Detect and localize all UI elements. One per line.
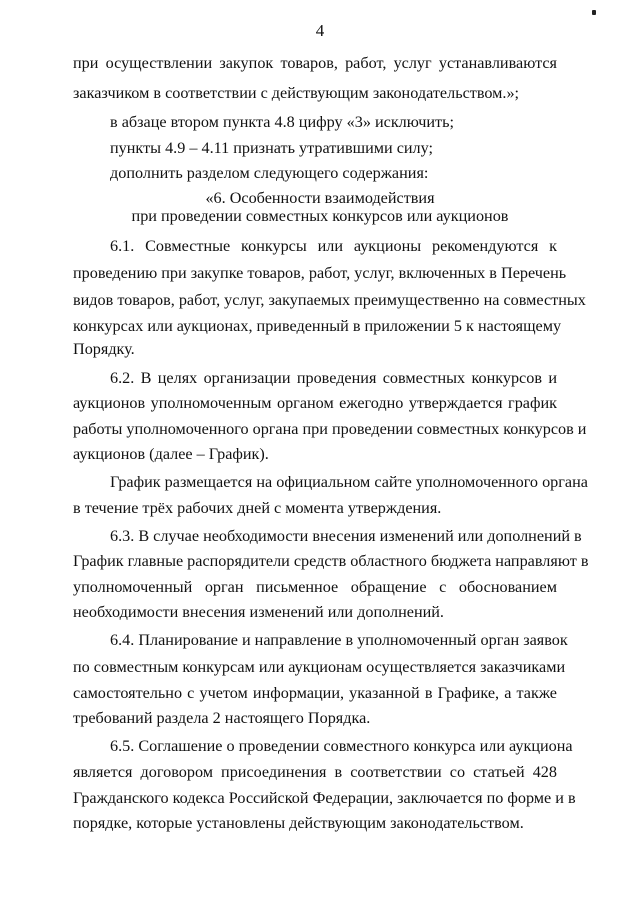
text-line: уполномоченный орган письменное обращение с обоснованием [73,578,557,596]
text-line: необходимости внесения изменений или дополнений. [73,603,444,621]
text-line: Порядку. [73,340,135,358]
text-line: аукционов (далее – График). [73,445,269,463]
text-line: 6.5. Соглашение о проведении совместного конкурса или аукциона [110,737,573,755]
text-line: аукционов уполномоченным органом ежегодно утверждается график [73,394,557,412]
text-line: является договором присоединения в соответствии со статьей 428 [73,763,557,781]
text-line: дополнить разделом следующего содержания: [110,164,429,182]
text-line: 6.1. Совместные конкурсы или аукционы рекомендуются к [110,237,557,255]
text-line: График главные распорядители средств областного бюджета направляют в [73,552,589,570]
text-line: проведению при закупке товаров, работ, услуг, включенных в Перечень [73,264,567,282]
section-heading-line-2: при проведении совместных конкурсов или аукционов [131,207,509,225]
page-number: 4 [315,21,325,40]
text-line: Гражданского кодекса Российской Федерации, заключается по форме и в [73,789,576,807]
text-line: в течение трёх рабочих дней с момента утверждения. [73,499,442,517]
text-line: видов товаров, работ, услуг, закупаемых преимущественно на совместных [73,291,586,309]
scan-mark [592,10,596,15]
text-line: по совместным конкурсам или аукционам осуществляется заказчиками [73,658,566,676]
text-line: работы уполномоченного органа при проведении совместных конкурсов и [73,420,587,438]
text-line: 6.2. В целях организации проведения совместных конкурсов и [110,369,557,387]
text-line: 6.3. В случае необходимости внесения изменений или дополнений в [110,527,582,545]
text-line: График размещается на официальном сайте уполномоченного органа [110,473,588,491]
text-line: в абзаце втором пункта 4.8 цифру «3» исключить; [110,113,454,131]
text-line: самостоятельно с учетом информации, указанной в Графике, а также [73,684,557,702]
text-line: конкурсах или аукционах, приведенный в приложении 5 к настоящему [73,317,562,335]
text-line: пункты 4.9 – 4.11 признать утратившими силу; [110,139,433,157]
text-line: требований раздела 2 настоящего Порядка. [73,709,371,727]
text-line: заказчиком в соответствии с действующим законодательством.»; [73,84,520,102]
section-heading-line-1: «6. Особенности взаимодействия [205,189,435,207]
text-line: при осуществлении закупок товаров, работ, услуг устанавливаются [73,54,557,72]
text-line: порядке, которые установлены действующим законодательством. [73,814,524,832]
text-line: 6.4. Планирование и направление в уполномоченный орган заявок [110,631,568,649]
